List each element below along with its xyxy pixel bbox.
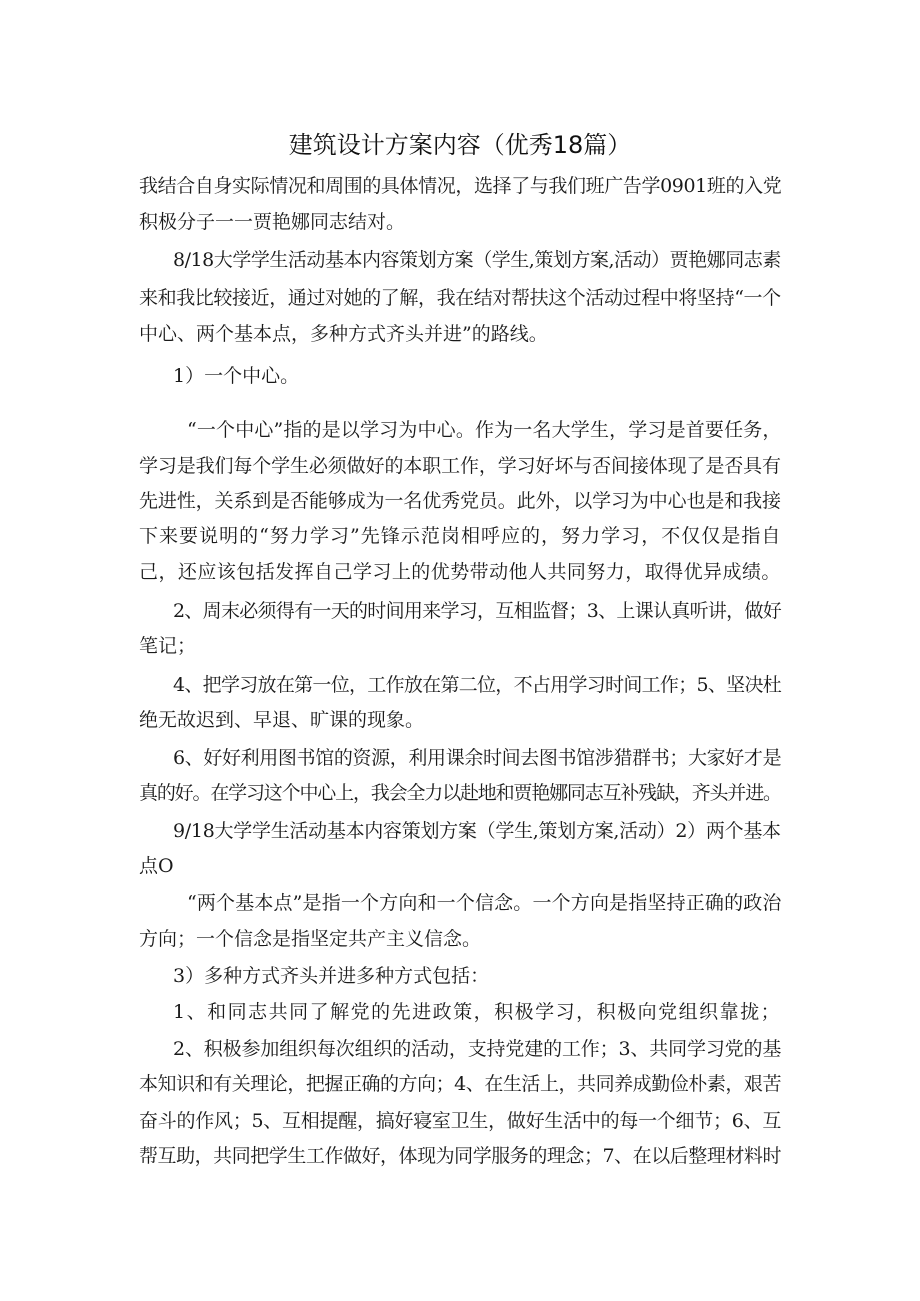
text-line: 点O <box>139 855 174 877</box>
text-line: 2、积极参加组织每次组织的活动，支持党建的工作；3、共同学习党的基 <box>173 1038 782 1060</box>
text-line: 本知识和有关理论，把握正确的方向；4、在生活上，共同养成勤俭朴素，艰苦 <box>139 1073 781 1095</box>
document-title: 建筑设计方案内容（优秀18篇） <box>288 131 632 159</box>
text-line: 来和我比较接近，通过对她的了解，我在结对帮扶这个活动过程中将坚持“一个 <box>139 287 781 309</box>
text-line: “两个基本点”是指一个方向和一个信念。一个方向是指坚持正确的政治 <box>187 892 782 914</box>
text-line: 真的好。在学习这个中心上，我会全力以赴地和贾艳娜同志互补残缺，齐头并进。 <box>139 782 781 804</box>
text-line: 积极分子一一贾艳娜同志结对。 <box>139 211 406 233</box>
text-line: 先进性，关系到是否能够成为一名优秀党员。此外，以学习为中心也是和我接 <box>139 490 781 512</box>
text-line: 8/18大学学生活动基本内容策划方案（学生,策划方案,活动）贾艳娜同志素 <box>173 249 781 271</box>
text-line: 方向；一个信念是指坚定共产主义信念。 <box>139 928 482 950</box>
text-line: 1）一个中心。 <box>173 365 300 387</box>
text-line: “一个中心”指的是以学习为中心。作为一名大学生，学习是首要任务， <box>187 419 782 441</box>
text-line: 1、和同志共同了解党的先进政策，积极学习，积极向党组织靠拢； <box>173 1001 782 1023</box>
text-line: 我结合自身实际情况和周围的具体情况，选择了与我们班广告学0901班的入党 <box>139 175 782 197</box>
text-line: 己，还应该包括发挥自己学习上的优势带动他人共同努力，取得优异成绩。 <box>139 561 781 583</box>
text-line: 奋斗的作风；5、互相提醒，搞好寝室卫生，做好生活中的每一个细节；6、互 <box>139 1110 782 1132</box>
text-line: 中心、两个基本点，多种方式齐头并进”的路线。 <box>139 323 548 345</box>
text-line: 9/18大学学生活动基本内容策划方案（学生,策划方案,活动）2）两个基本 <box>173 820 781 842</box>
text-line: 6、好好利用图书馆的资源，利用课余时间去图书馆涉猎群书；大家好才是 <box>173 747 782 769</box>
text-line: 笔记； <box>139 635 197 657</box>
text-line: 帮互助，共同把学生工作做好，体现为同学服务的理念；7、在以后整理材料时 <box>139 1145 781 1167</box>
text-line: 下来要说明的“努力学习”先锋示范岗相呼应的，努力学习，不仅仅是指自 <box>139 525 782 547</box>
text-line: 绝无故迟到、早退、旷课的现象。 <box>139 709 425 731</box>
text-line: 2、周末必须得有一天的时间用来学习，互相监督；3、上课认真听讲，做好 <box>173 600 782 622</box>
text-line: 4、把学习放在第一位，工作放在第二位，不占用学习时间工作；5、坚决杜 <box>173 674 782 696</box>
text-line: 3）多种方式齐头并进多种方式包括： <box>173 965 490 987</box>
text-line: 学习是我们每个学生必须做好的本职工作，学习好坏与否间接体现了是否具有 <box>139 455 781 477</box>
